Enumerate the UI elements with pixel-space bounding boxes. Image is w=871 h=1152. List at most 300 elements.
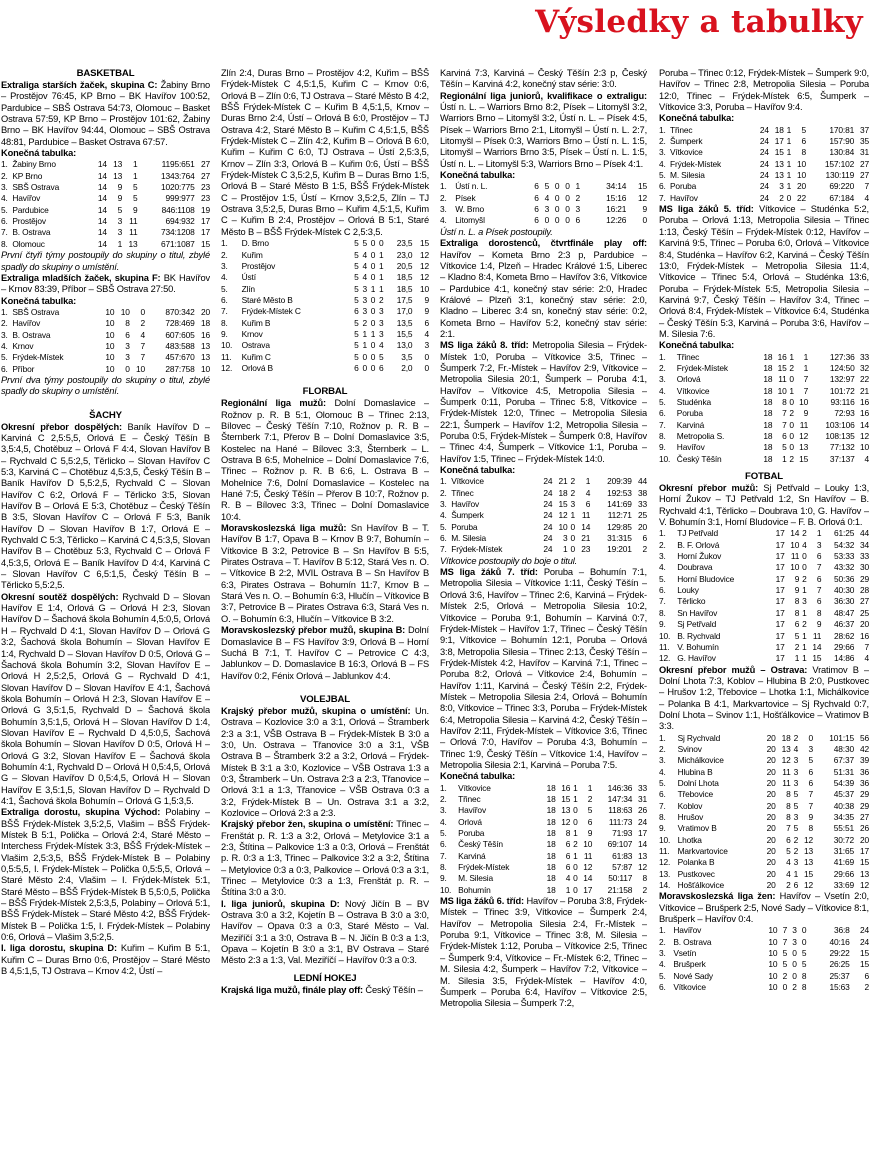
- table-row: [221, 261, 429, 272]
- table-cell: 7: [803, 385, 809, 396]
- table-cell: 5: [808, 755, 814, 766]
- table-cell: 0: [573, 805, 578, 816]
- table-cell: 4: [362, 260, 367, 271]
- table-cell: 1: [573, 850, 578, 861]
- table-cell: 17: [775, 539, 785, 550]
- table-cell: 2.: [659, 743, 666, 754]
- table-cell: 18: [546, 873, 556, 884]
- team-name-cell: Nové Sady: [673, 970, 713, 981]
- table-cell: 11: [778, 374, 787, 385]
- table-cell: 18,5: [396, 272, 413, 283]
- table-cell: 4: [362, 272, 367, 283]
- table-cell: 54:39: [833, 777, 855, 788]
- table-cell: 2: [575, 192, 581, 203]
- table-cell: 27: [859, 596, 869, 607]
- result-paragraph: [1, 807, 210, 943]
- table-cell: 18: [763, 351, 773, 362]
- table-cell: 734:1208: [160, 227, 195, 238]
- table-row: [440, 794, 647, 805]
- table-cell: 24: [759, 158, 769, 169]
- table-cell: 56: [859, 732, 869, 743]
- table-cell: 1.: [440, 782, 447, 793]
- table-cell: 14: [790, 528, 800, 539]
- table-cell: 146:36: [607, 782, 633, 793]
- team-name-cell: Horní Bludovice: [677, 573, 735, 584]
- table-cell: 14: [97, 204, 107, 215]
- table-row: [1, 193, 210, 204]
- table-cell: 53:33: [834, 551, 855, 562]
- note-text: První čtyři týmy postoupily do skupiny o titul, zbylé spadly do skupiny o umístění.: [1, 250, 210, 272]
- table-row: [659, 801, 869, 812]
- result-paragraph: [221, 523, 429, 625]
- team-name-cell: Vratimov B: [677, 823, 717, 834]
- table-cell: 6.: [1, 363, 8, 374]
- team-name-cell: Brušperk: [673, 959, 706, 970]
- table-cell: 3: [379, 306, 384, 317]
- table-cell: 1.: [440, 476, 447, 487]
- table-cell: 5: [782, 442, 787, 453]
- results-text: Český Těšín –: [365, 984, 423, 995]
- table-cell: 25:37: [829, 970, 850, 981]
- table-cell: 93:116: [830, 396, 855, 407]
- team-name-cell: Žabiny Brno: [12, 159, 56, 170]
- table-cell: 1: [786, 181, 792, 192]
- team-name-cell: SBŠ Ostrava: [12, 182, 60, 193]
- team-name-cell: Příbor: [12, 363, 35, 374]
- table-cell: 13: [781, 743, 791, 754]
- table-row: [1, 171, 210, 182]
- table-cell: 1: [587, 782, 593, 793]
- result-paragraph: [659, 113, 869, 124]
- table-cell: 23: [581, 544, 591, 555]
- team-name-cell: Dolní Lhota: [677, 777, 719, 788]
- table-cell: 21:158: [607, 884, 633, 895]
- table-cell: 14:86: [834, 653, 855, 664]
- table-cell: 20: [766, 823, 776, 834]
- table-cell: 2: [864, 982, 869, 993]
- table-cell: 2.: [440, 794, 447, 804]
- column-2: [221, 68, 429, 1150]
- table-row: [659, 959, 869, 970]
- table-cell: 18: [546, 884, 556, 895]
- table-cell: 34:14: [606, 181, 627, 192]
- table-cell: 4.: [659, 766, 666, 777]
- table-cell: 4: [362, 249, 367, 260]
- table-cell: 26: [859, 823, 869, 834]
- team-name-cell: M. Silesia: [451, 533, 487, 544]
- table-cell: 0: [370, 340, 376, 351]
- table-row: [659, 397, 869, 408]
- table-row: [659, 631, 869, 642]
- table-cell: 7: [816, 562, 822, 573]
- table-row: [659, 755, 869, 766]
- table-cell: 12.: [659, 653, 671, 664]
- table-cell: 11.: [221, 351, 232, 362]
- table-row: [659, 812, 869, 823]
- table-cell: 13: [774, 158, 784, 169]
- table-cell: 29:66: [834, 641, 855, 652]
- table-cell: 23: [200, 193, 210, 204]
- team-name-cell: Hrušov: [677, 812, 704, 822]
- table-cell: 31:315: [607, 533, 632, 544]
- competition-label: Konečná tabulka:: [440, 771, 516, 782]
- table-row: [440, 510, 647, 521]
- table-cell: 170:81: [829, 124, 855, 135]
- table-row: [221, 284, 429, 295]
- table-cell: 12: [558, 510, 568, 521]
- table-cell: 20: [859, 834, 869, 845]
- table-cell: 18: [546, 816, 556, 827]
- table-cell: 2: [379, 294, 384, 305]
- table-cell: 6: [793, 880, 799, 891]
- table-cell: 3.: [1, 329, 8, 340]
- table-cell: 6.: [659, 408, 666, 419]
- table-cell: 7.: [1, 227, 8, 238]
- table-cell: 287:758: [165, 363, 195, 374]
- table-cell: 18: [763, 442, 773, 453]
- table-cell: 18: [546, 828, 556, 839]
- table-cell: 2: [779, 192, 784, 203]
- table-cell: 33: [637, 782, 647, 793]
- table-cell: 24: [859, 936, 869, 947]
- table-cell: 13: [774, 170, 784, 181]
- table-row: [1, 364, 210, 375]
- table-cell: 45:37: [833, 789, 855, 800]
- table-cell: 5: [801, 124, 806, 135]
- table-row: [1, 352, 210, 363]
- team-name-cell: Těrlicko: [677, 596, 706, 607]
- table-cell: 6.: [440, 839, 447, 850]
- table-cell: 3: [117, 227, 123, 238]
- team-name-cell: Karviná: [458, 850, 486, 861]
- competition-label: Konečná tabulka:: [1, 148, 77, 159]
- table-cell: 209:39: [607, 476, 632, 487]
- table-cell: 13.: [659, 868, 671, 879]
- table-cell: 4.: [440, 215, 447, 226]
- table-row: [1, 205, 210, 216]
- table-cell: 20: [766, 812, 776, 822]
- table-cell: 0: [789, 419, 794, 430]
- table-cell: 38: [637, 487, 647, 498]
- table-cell: 3,5: [401, 351, 413, 362]
- table-cell: 20: [766, 880, 776, 891]
- results-text: Rychvald D – Slovan Havířov E 1:4, Orlová G – Orlová H 2:3, Slovan Havířov D – Šachová škola Bohumín 4,5:0,5, Orlová H – Rychvald D 4:1, Slovan Havířov D – Orlová G 3:2, Šachová škola Bohumín – Slovan Havířov E 1:4, Rychvald D – Slovan Havířov D 0:5, Orlová G – Šachová škola Bohumín 3:2, Slovan Havířov E – Orlová H 2,5:2,5, Orlová G – Rychvald D 4:1, Slovan Havířov D – Slovan Havířov E 4:1, Šachová škola Bohumín – Orlová H 2:3, Slovan Havířov E – Orlová G 3,5:1,5, Rychvald D – Šachová škola Bohumín 3,5:1,5, Orlová H – Slovan Havířov D 1:4, Slovan Havířov E – Rychvald D 4,5:0,5, Šachová škola Bohumín – Slovan Havířov D 0:5, Orlová H – Orlová G 3:2, Slovan Havířov E – Šachová škola Bohumín 4:1, Rychvald D – Orlová H 0,5:4,5, Orlová G – Slovan Havířov D 0,5:4,5, Orlová H – Slovan Havířov E 3,5:1,5, Slovan Havířov D – Rychvald D 4:1, Šachová škola Bohumín – Orlová G 1,5:3,5.: [1, 591, 210, 806]
- table-cell: 33: [859, 551, 869, 562]
- table-cell: 5.: [659, 170, 666, 181]
- team-name-cell: Markvartovice: [677, 846, 728, 857]
- table-cell: 108:135: [825, 431, 855, 441]
- table-cell: 17: [775, 619, 785, 630]
- table-cell: 1: [117, 238, 123, 249]
- table-cell: 23: [200, 182, 210, 193]
- table-cell: 2: [789, 362, 794, 373]
- table-cell: 21: [558, 476, 568, 487]
- table-cell: 6: [125, 329, 130, 340]
- table-cell: 0: [379, 238, 384, 249]
- table-cell: 7.: [659, 192, 666, 203]
- table-cell: 6: [534, 192, 539, 203]
- result-paragraph: [221, 985, 429, 996]
- table-cell: 0: [789, 442, 794, 453]
- table-cell: 24: [543, 510, 553, 521]
- table-cell: 0: [808, 732, 814, 743]
- results-text: Vratimov B – Dolní Lhota 7:3, Koblov – Hlubina B 2:0, Pustkovec – Hrušov 1:2, Třebovice – Lhotka 1:1, Michálkovice – Polanka B 4:1, Markvartovice – Sj Rychvald 0:7, Dolní Lhota – Svinov 1:1, Hošťálkovice – Vratimov B 3:3.: [659, 664, 869, 732]
- table-cell: 3: [792, 936, 797, 947]
- table-cell: 10: [105, 306, 115, 317]
- table-cell: 35: [859, 136, 869, 147]
- table-cell: 5: [354, 294, 359, 305]
- table-cell: 7: [786, 823, 791, 834]
- table-row: [659, 562, 869, 573]
- table-cell: 7.: [659, 596, 666, 607]
- table-cell: 1.: [659, 925, 666, 936]
- table-cell: 33: [637, 499, 647, 510]
- table-cell: 36: [859, 777, 869, 788]
- team-name-cell: Metropolia S.: [676, 431, 725, 441]
- table-row: [659, 352, 869, 363]
- table-cell: 0: [792, 948, 797, 959]
- competition-label: MS liga žáků 7. tříd:: [440, 567, 544, 578]
- table-cell: 24: [543, 521, 553, 532]
- team-name-cell: W. Brno: [455, 204, 485, 215]
- table-row: [659, 125, 869, 136]
- table-cell: 1.: [659, 732, 666, 743]
- table-cell: 9: [794, 585, 800, 596]
- table-cell: 5: [132, 193, 138, 204]
- table-cell: 5: [793, 789, 799, 800]
- table-cell: 2: [570, 476, 576, 487]
- result-paragraph: [1, 148, 210, 159]
- table-cell: 6: [642, 533, 647, 544]
- table-cell: 17: [775, 641, 785, 652]
- table-cell: 30: [859, 562, 869, 573]
- table-row: [1, 227, 210, 238]
- table-cell: 0: [370, 351, 376, 362]
- table-cell: 1.: [440, 181, 447, 192]
- table-row: [221, 238, 429, 249]
- table-cell: 10: [796, 170, 806, 181]
- table-cell: 3: [793, 857, 799, 868]
- result-paragraph: [440, 465, 647, 476]
- table-row: [659, 869, 869, 880]
- table-cell: 12:26: [606, 215, 627, 226]
- table-cell: 42: [859, 743, 869, 754]
- team-name-cell: Poruba: [670, 181, 697, 192]
- table-cell: 1.: [221, 238, 228, 249]
- table-cell: 3: [802, 596, 807, 607]
- table-cell: 9: [587, 828, 593, 839]
- table-cell: 192:53: [607, 487, 632, 498]
- table-cell: 6: [808, 777, 814, 788]
- table-cell: 5: [793, 800, 799, 811]
- table-cell: 6.: [659, 585, 666, 596]
- result-paragraph: [1, 375, 210, 398]
- table-cell: 25: [637, 510, 647, 521]
- table-cell: 27: [859, 158, 869, 169]
- table-cell: 14.: [659, 880, 671, 891]
- table-cell: 0: [789, 396, 794, 407]
- results-text: Vítkovice – Studénka 5:2, Poruba – Orlová 1:13, Metropolia Silesia – Třinec 1:13, Český Těšín – Frýdek-Místek 0:12, Havířov – Karviná 9:5, Třinec – Poruba 6:0, Orlová – Vítkovice 8:4, Studénka – Havířov 6:2, Karviná – Český Těšín 13:0, Frýdek-Místek – Metropolia Silesia 11:4, Vítkovice – Třinec 5:4, Orlová – Studénka 13:6, Poruba – Frýdek-Místek 5:5, Metropolia Silesia – Karviná 9:7, Český Těšín – Havířov 3:4, Třinec – Orlová 8:4, Frýdek-Místek – Vítkovice 6:4, Studénka – Český Těšín 5:3, Karviná – Poruba 3:6, Havířov – M. Silesia 7:6.: [659, 204, 869, 339]
- table-cell: 9: [424, 306, 429, 317]
- team-name-cell: Krnov: [241, 328, 263, 339]
- table-cell: 24: [759, 192, 769, 203]
- table-cell: 15: [561, 794, 571, 804]
- note-text: Ústí n. L. a Písek postoupily.: [440, 226, 553, 237]
- table-cell: 15: [774, 147, 784, 158]
- table-row: [440, 544, 647, 555]
- table-cell: 24: [859, 925, 869, 936]
- results-text: Havířov – Kometa Brno 2:3 p, Pardubice – Vítkovice 1:4, Plzeň – Hradec Králové 1:5, Liberec – Kladno 8:4, Kometa Brno – Havířov 3:6, Vítkovice – Pardubice 4:1, konečný stav série: 2:0, Hradec Králové – Plzeň 3:1, konečný stav série: 2:0, Kladno – Liberec 3:4 sn, konečný stav série: 0:2, Kometa Brno – Havířov 5:2, konečný stav série: 2:1.: [440, 249, 647, 339]
- result-paragraph: [440, 170, 647, 181]
- table-cell: 18: [781, 732, 791, 743]
- table-cell: 0: [370, 272, 376, 283]
- team-name-cell: Sj Rychvald: [677, 732, 721, 743]
- team-name-cell: Vítkovice: [670, 147, 703, 158]
- table-row: [659, 551, 869, 562]
- table-cell: 14: [637, 839, 647, 850]
- results-text: Un. Ostrava – Kozlovice 3:0 a 3:1, Orlová – Štramberk 2:3 a 3:1, VŠB Ostrava B – Frýdek-Místek B 3:0 a 3:0, Un. Ostrava – Třanovice 3:0 a 3:1, VŠB Ostrava B – Štramberk 3:2 a 3:2, Orlová – Frýdek-Místek B 3:1 a 3:0, Kozlovice – VŠB Ostrava 1:3 a 0:3, Štramberk – Un. Ostrava 2:3 a 2:3, Třanovice – Orlová 3:1 a 1:3, Třanovice – VŠB Ostrava 0:3 a 3:2, Frýdek-Místek B – Un. Ostrava 3:1 a 3:2, Kozlovice – Orlová 2:3 a 2:3.: [221, 705, 429, 818]
- table-cell: 57:87: [612, 862, 633, 873]
- table-row: [221, 272, 429, 283]
- table-cell: 10: [768, 948, 778, 959]
- table-cell: 24: [637, 816, 647, 827]
- table-cell: 6: [565, 839, 571, 850]
- table-cell: 1: [786, 124, 792, 135]
- table-cell: 69:220: [829, 181, 855, 192]
- table-cell: 25: [859, 607, 869, 618]
- table-cell: 6: [534, 204, 539, 215]
- table-row: [659, 642, 869, 653]
- table-cell: 31: [637, 794, 647, 804]
- result-paragraph: [440, 896, 647, 1009]
- table-cell: 2.: [440, 487, 447, 498]
- table-cell: 4: [864, 653, 869, 664]
- table-cell: 2: [802, 573, 807, 584]
- result-paragraph: [221, 899, 429, 967]
- table-cell: 7: [803, 374, 809, 385]
- table-cell: 6: [816, 551, 822, 562]
- table-cell: 10: [768, 925, 778, 936]
- table-cell: 29: [859, 789, 869, 800]
- table-row: [659, 159, 869, 170]
- team-name-cell: Frýdek-Místek C: [241, 306, 301, 317]
- table-row: [221, 295, 429, 306]
- table-cell: 12: [637, 862, 647, 873]
- table-cell: 5.: [1, 352, 8, 363]
- result-paragraph: [440, 556, 647, 567]
- team-name-cell: Vítkovice: [451, 476, 484, 487]
- table-cell: 8: [801, 970, 807, 981]
- table-cell: 18: [763, 374, 773, 385]
- table-cell: 19: [200, 204, 210, 215]
- table-cell: 17: [775, 607, 785, 618]
- table-cell: 1020:775: [160, 182, 195, 193]
- table-cell: 0: [565, 215, 570, 226]
- team-name-cell: Šumperk: [451, 510, 484, 521]
- competition-label: Regionální liga juniorů, kvalifikace o extraligu:: [440, 90, 647, 101]
- table-cell: 0: [573, 884, 578, 895]
- table-cell: 12: [804, 880, 814, 891]
- table-cell: 1: [802, 585, 807, 596]
- table-row: [659, 386, 869, 397]
- team-name-cell: M. Silesia: [670, 170, 705, 181]
- results-text: Dolní Domaslavice – Rožnov p. R. B 5:1, Olomouc B – Třinec 2:13, Bílovec – Český Těšín 7:10, Rožnov p. R. B – Šternberk 7:1, Přerov B – Dolní Domaslavice 3:5, Kostelec na Hané – Bílovec 3:3, Šternberk – L. Ostrava B 6:5, Mohelnice – Dolní Domaslavice 7:6, Třinec – Rožnov p. R. B 6:6, L. Ostrava B – Mohelnice 7:6, Dolní Domaslavice – Kostelec na Hané 7:5, Český Těšín – Přerov B 10:7, Rožnov p. R. B – Bílovec 3:3, Třinec – Dolní Domaslavice 10:4.: [221, 398, 429, 522]
- table-cell: 7: [782, 925, 788, 936]
- table-cell: 15: [812, 653, 822, 664]
- table-cell: 1: [573, 828, 578, 839]
- standings-table: [221, 238, 429, 374]
- table-cell: 3: [544, 204, 550, 215]
- table-cell: 15: [859, 857, 869, 868]
- table-cell: 48:30: [833, 743, 855, 754]
- table-cell: 14: [97, 193, 107, 204]
- table-cell: 50:36: [834, 573, 855, 584]
- table-cell: 14: [97, 159, 107, 170]
- table-row: [659, 835, 869, 846]
- competition-label: Krajský přebor mužů, skupina o umístění:: [221, 705, 415, 716]
- table-cell: 5.: [1, 204, 8, 215]
- table-cell: 5: [354, 328, 359, 339]
- team-name-cell: B. Ostrava: [12, 329, 51, 340]
- table-cell: 4: [544, 192, 550, 203]
- table-cell: 0: [362, 351, 367, 362]
- table-cell: 14: [97, 216, 107, 227]
- table-cell: 103:106: [825, 419, 855, 430]
- team-name-cell: Třinec: [458, 794, 481, 804]
- table-cell: 12: [561, 816, 571, 827]
- table-cell: 10.: [221, 340, 233, 351]
- table-cell: 5: [354, 249, 359, 260]
- table-row: [659, 653, 869, 664]
- table-cell: 0: [789, 431, 794, 441]
- table-cell: 5: [587, 805, 593, 816]
- table-cell: 6: [816, 596, 822, 607]
- team-name-cell: Frýdek-Místek: [451, 544, 503, 555]
- standings-table: [440, 181, 647, 226]
- table-row: [221, 352, 429, 363]
- table-cell: 130:84: [829, 147, 855, 158]
- table-cell: 20: [766, 755, 776, 766]
- table-row: [659, 857, 869, 868]
- table-cell: 17: [775, 528, 785, 539]
- table-cell: 6: [565, 850, 571, 861]
- column-4: [659, 68, 869, 1150]
- table-cell: 5: [794, 630, 800, 641]
- table-cell: 0: [782, 982, 788, 993]
- table-cell: 5.: [221, 283, 228, 294]
- table-row: [440, 805, 647, 816]
- table-cell: 18: [546, 782, 556, 793]
- table-cell: 72:93: [834, 408, 855, 419]
- table-cell: 10: [790, 562, 800, 573]
- table-cell: 27: [200, 159, 210, 170]
- table-row: [659, 420, 869, 431]
- table-cell: 607:605: [165, 329, 195, 340]
- table-cell: 2.: [440, 192, 447, 203]
- table-cell: 13,5: [396, 317, 413, 328]
- table-cell: 0: [544, 215, 550, 226]
- table-cell: 13: [637, 850, 647, 861]
- table-cell: 13: [200, 340, 210, 351]
- table-cell: 27: [859, 170, 869, 181]
- table-cell: 13: [128, 238, 138, 249]
- table-cell: 10: [859, 442, 869, 453]
- table-cell: 3: [562, 533, 568, 544]
- table-cell: 16: [561, 782, 571, 793]
- competition-label: MS liga žáků 8. tříd:: [440, 340, 533, 351]
- table-cell: 15: [200, 238, 210, 249]
- table-cell: 4: [379, 340, 384, 351]
